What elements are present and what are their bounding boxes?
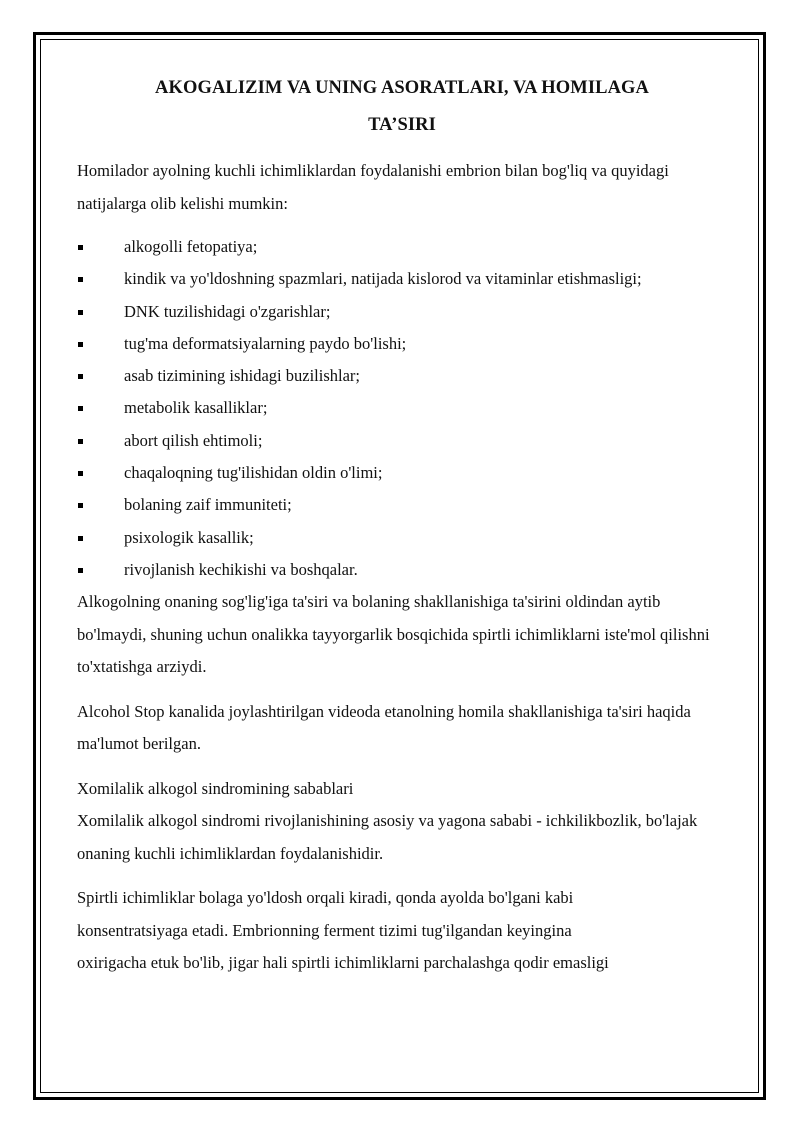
list-item <box>77 296 727 328</box>
document-title <box>77 70 727 144</box>
bullet-icon <box>78 245 83 250</box>
list-item <box>77 522 727 554</box>
paragraph-line: Spirtli ichimliklar bolaga yo'ldosh orqali kiradi, qonda ayolda bo'lgani kabi <box>77 888 574 908</box>
effects-list <box>77 231 727 586</box>
document-body <box>77 70 727 980</box>
bullet-icon <box>78 342 83 347</box>
bullet-icon <box>78 536 83 541</box>
list-item <box>77 489 727 521</box>
list-item-text: kindik va yo'ldoshning spazmlari, natijada kislorod va vitaminlar etishmasligi; <box>124 269 642 289</box>
list-item <box>77 328 727 360</box>
bullet-icon <box>78 374 83 379</box>
list-item-text: bolaning zaif immuniteti; <box>124 495 292 515</box>
list-item-text: asab tizimining ishidagi buzilishlar; <box>124 366 361 386</box>
bullet-icon <box>78 439 83 444</box>
list-item <box>77 231 727 263</box>
title-line-2: TA’SIRI <box>368 115 436 135</box>
paragraph-line: oxirigacha etuk bo'lib, jigar hali spirtli ichimliklarni parchalashga qodir emasligi <box>77 953 609 973</box>
list-item <box>77 554 727 586</box>
bullet-icon <box>78 568 83 573</box>
intro-paragraph: Homilador ayolning kuchli ichimliklardan foydalanishi embrion bilan bog'liq va quyidagi natijalarga olib kelishi mumkin: <box>77 161 669 213</box>
bullet-icon <box>78 471 83 476</box>
list-item-text: alkogolli fetopatiya; <box>124 237 258 256</box>
bullet-icon <box>78 406 83 411</box>
list-item-text: chaqaloqning tug'ilishidan oldin o'limi; <box>124 463 383 483</box>
list-item-text: DNK tuzilishidagi o'zgarishlar; <box>124 301 331 321</box>
list-item <box>77 360 727 392</box>
list-item-text: tug'ma deformatsiyalarning paydo bo'lishi; <box>124 333 407 353</box>
list-item <box>77 263 727 295</box>
paragraph-placenta <box>77 882 727 980</box>
section-subheading: Xomilalik alkogol sindromining sabablari <box>77 778 354 798</box>
list-item-text: psixologik kasallik; <box>124 527 254 547</box>
title-line-1: AKOGALIZIM VA UNING ASORATLARI, VA HOMILAGA <box>155 78 649 98</box>
paragraph-line: konsentratsiyaga etadi. Embrionning ferment tizimi tug'ilgandan keyingina <box>77 920 572 940</box>
list-item <box>77 457 727 489</box>
paragraph-causes: Xomilalik alkogol sindromi rivojlanishining asosiy va yagona sababi - ichkilikbozlik, bo'lajak onaning kuchli ichimliklardan foydalanishidir. <box>77 811 698 863</box>
paragraph-video-info: Alcohol Stop kanalida joylashtirilgan videoda etanolning homila shakllanishiga ta'siri haqida ma'lumot berilgan. <box>77 701 691 754</box>
list-item-text: metabolik kasalliklar; <box>124 398 268 418</box>
list-item-text: rivojlanish kechikishi va boshqalar. <box>124 559 358 579</box>
bullet-icon <box>78 503 83 508</box>
bullet-icon <box>78 277 83 282</box>
bullet-icon <box>78 310 83 315</box>
paragraph-alcohol-effects: Alkogolning onaning sog'lig'iga ta'siri va bolaning shakllanishiga ta'sirini oldindan aytib bo'lmaydi, shuning uchun onalikka tayyorgarlik bosqichida spirtli ichimliklarni iste'mol qilishni to'xtatishga arziydi. <box>77 592 710 677</box>
list-item <box>77 392 727 424</box>
list-item <box>77 425 727 457</box>
list-item-text: abort qilish ehtimoli; <box>124 430 263 450</box>
